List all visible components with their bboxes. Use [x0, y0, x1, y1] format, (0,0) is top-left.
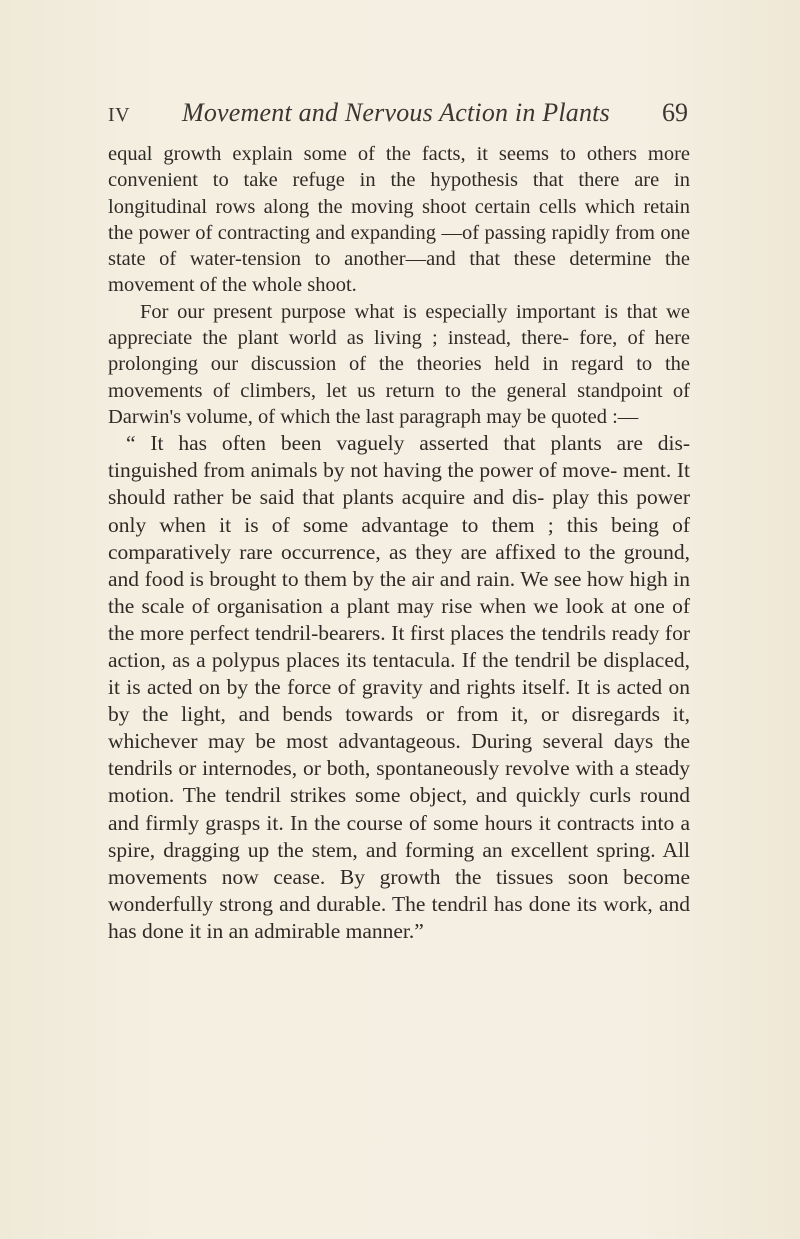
paragraph-continuation: equal growth explain some of the facts, it seems to others more convenient to take refuge in the hypothesis that there are in longitudinal rows along the moving shoot certain cells which retain the power of contracting and expanding —of passing rapidly from one state of water-tension to another—and that these determine the movement of the whole shoot. [108, 143, 690, 297]
running-title: Movement and Nervous Action in Plants [182, 98, 610, 127]
page-number: 69 [662, 98, 688, 127]
body-text [108, 141, 690, 945]
running-head [108, 98, 688, 130]
chapter-number: IV [108, 104, 131, 126]
paragraph-present-purpose: For our present purpose what is especially important is that we appreciate the plant world as living ; instead, there- fore, of here prolonging our discussion of the theories held in regard to the movements of climbers, let us return to the general standpoint of Darwin's volume, of which the last paragraph may be quoted :— [108, 300, 690, 428]
darwin-quotation: “ It has often been vaguely asserted that plants are dis- tinguished from animals by not having the power of move- ment. It should rather be said that plants acquire and dis- play this power only when it is of some advantage to them ; this being of comparatively rare occurrence, as they are affixed to the ground, and food is brought to them by the air and rain. We see how high in the scale of organisation a plant may rise when we look at one of the more perfect tendril-bearers. It first places the tendrils ready for action, as a polypus places its tentacula. If the tendril be displaced, it is acted on by the force of gravity and rights itself. It is acted on by the light, and bends towards or from it, or disregards it, whichever may be most advantageous. During several days the tendrils or internodes, or both, spontaneously revolve with a steady motion. The tendril strikes some object, and quickly curls round and firmly grasps it. In the course of some hours it contracts into a spire, dragging up the stem, and forming an excellent spring. All movements now cease. By growth the tissues soon become wonderfully strong and durable. The tendril has done its work, and has done it in an admirable manner.” [108, 431, 690, 943]
